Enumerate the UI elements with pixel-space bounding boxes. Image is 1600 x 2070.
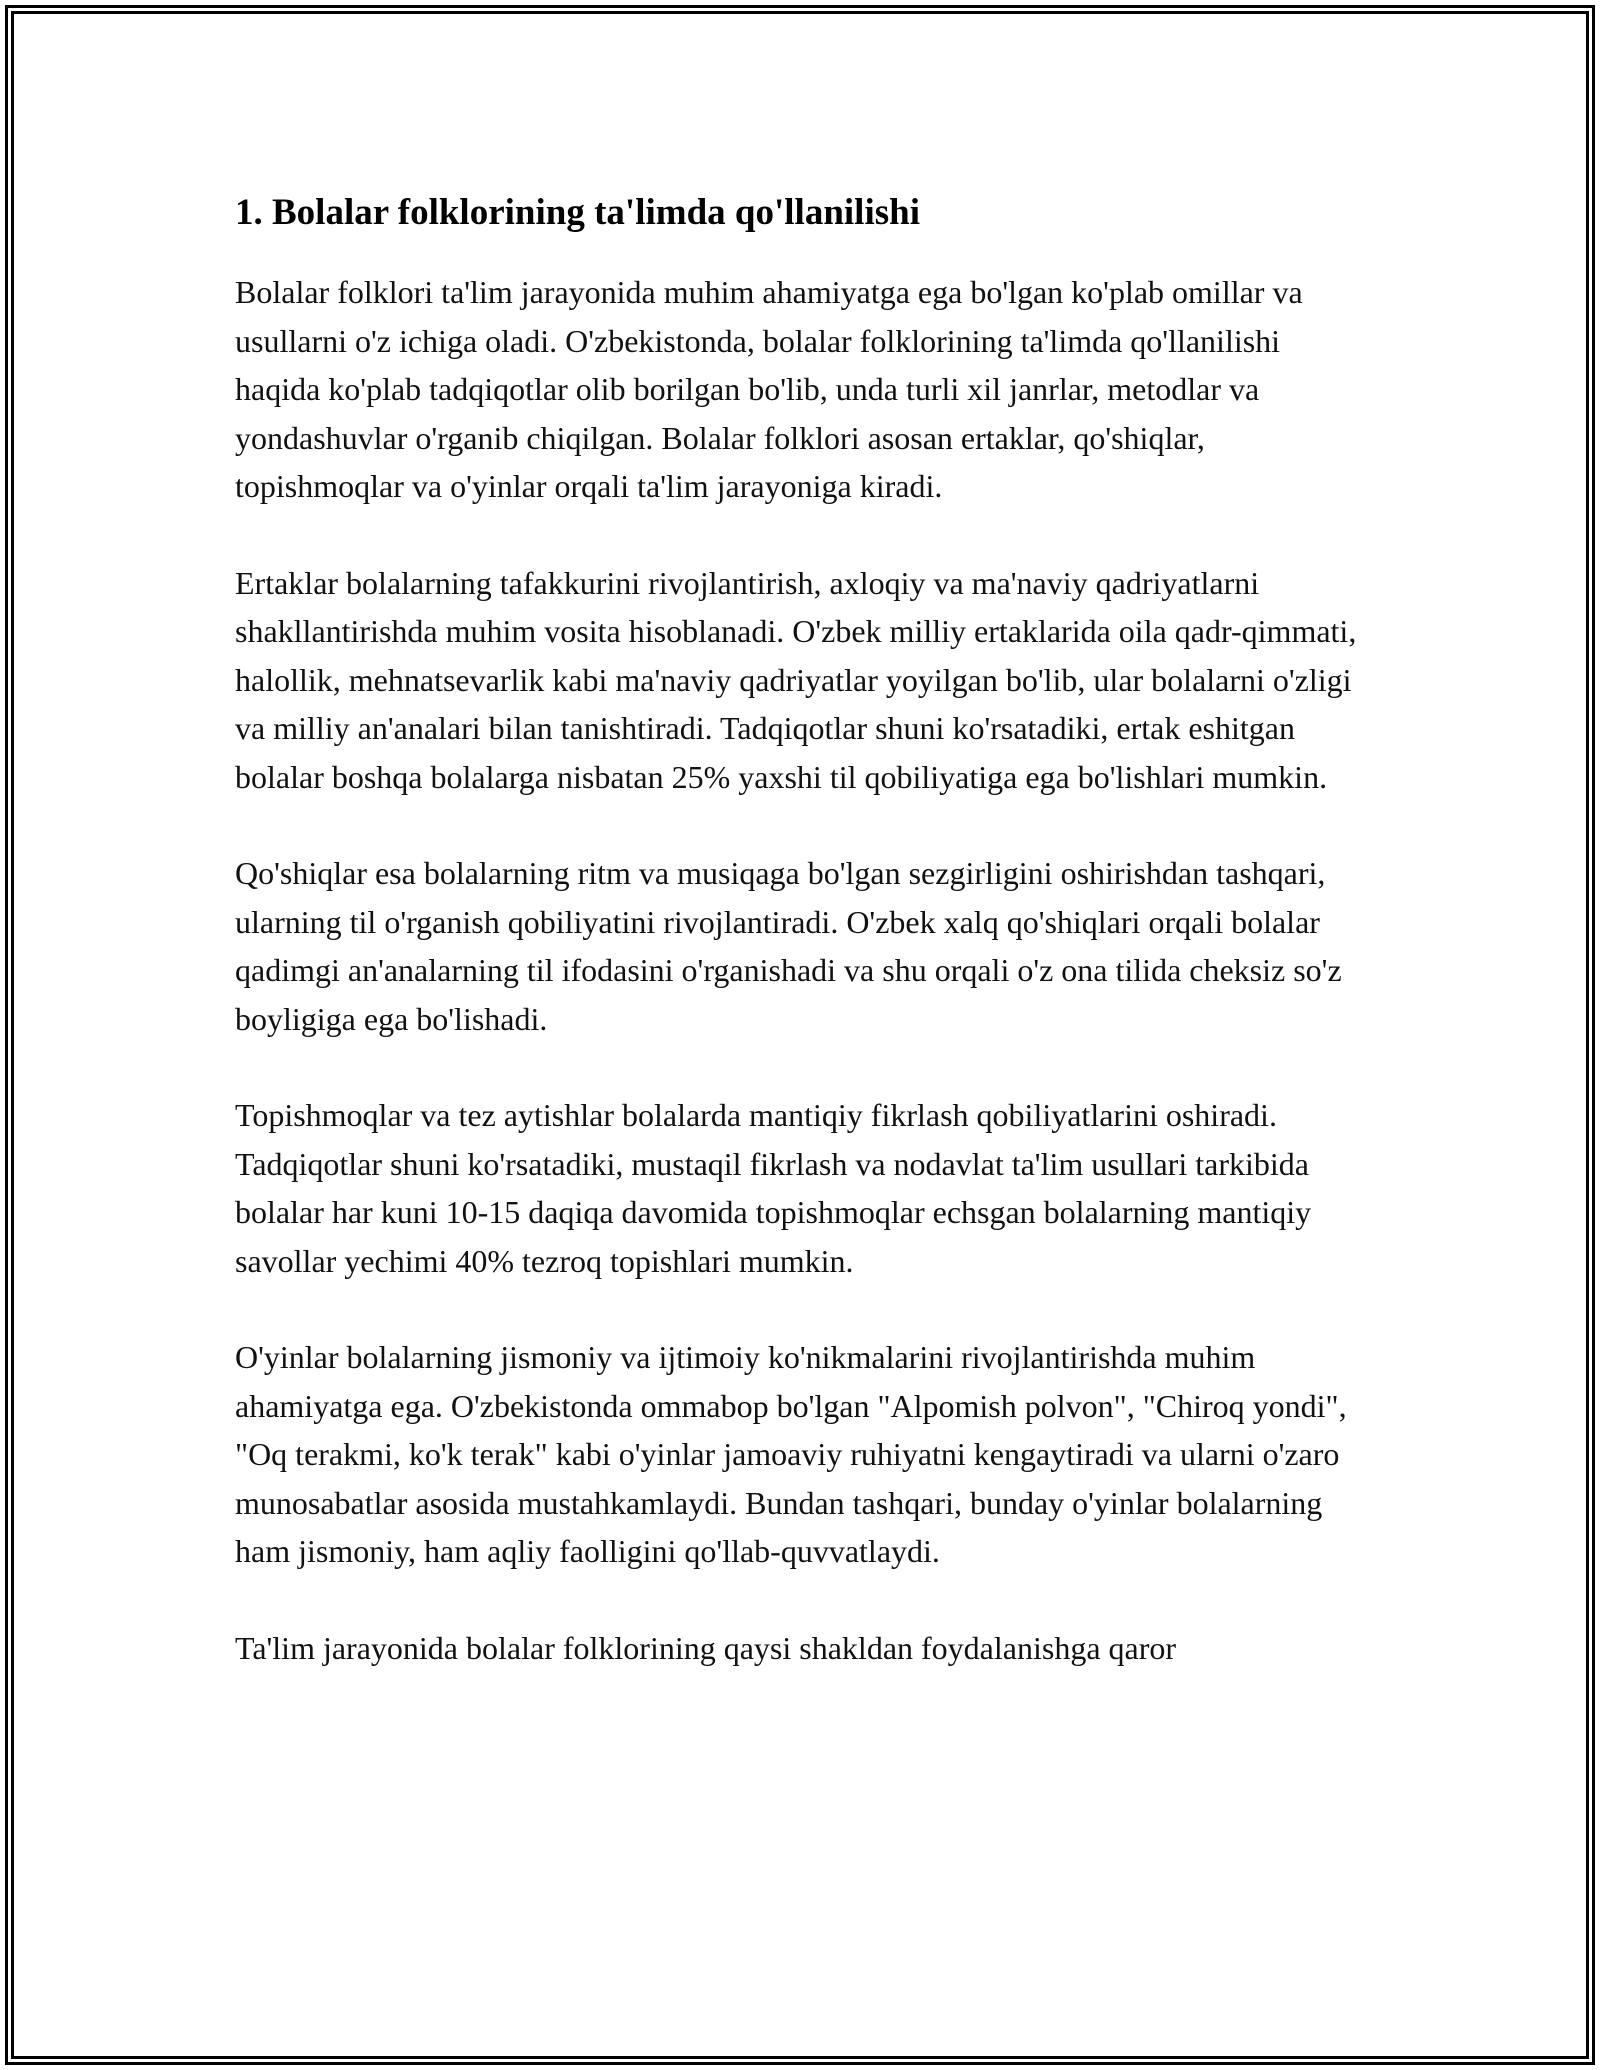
paragraph-oyinlar: O'yinlar bolalarning jismoniy va ijtimoiy ko'nikmalarini rivojlantirishda muhim ahamiyatga ega. O'zbekistonda ommabop bo'lgan "Alpomish polvon", "Chiroq yondi", "Oq terakmi, ko'k terak" kabi o'yinlar jamoaviy ruhiyatni kengaytiradi va ularni o'zaro munosabatlar asosida mustahkamlaydi. Bundan tashqari, bunday o'yinlar bolalarning ham jismoniy, ham aqliy faolligini qo'llab-quvvatlaydi. bbox=[235, 1339, 1347, 1569]
paragraph-topishmoqlar: Topishmoqlar va tez aytishlar bolalarda mantiqiy fikrlash qobiliyatlarini oshiradi. Tadqiqotlar shuni ko'rsatadiki, mustaqil fikrlash va nodavlat ta'lim usullari tarkibida bolalar har kuni 10-15 daqiqa davomida topishmoqlar echsgan bolalarning mantiqiy savollar yechimi 40% tezroq topishlari mumkin. bbox=[235, 1097, 1312, 1279]
document-body bbox=[235, 188, 1365, 1720]
section-heading: 1. Bolalar folklorining ta'limda qo'llanilishi bbox=[235, 192, 920, 233]
paragraph-ertaklar: Ertaklar bolalarning tafakkurini rivojlantirish, axloqiy va ma'naviy qadriyatlarni shakllantirishda muhim vosita hisoblanadi. O'zbek milliy ertaklarida oila qadr-qimmati, halollik, mehnatsevarlik kabi ma'naviy qadriyatlar yoyilgan bo'lib, ular bolalarni o'zligi va milliy an'analari bilan tanishtiradi. Tadqiqotlar shuni ko'rsatadiki, ertak eshitgan bolalar boshqa bolalarga nisbatan 25% yaxshi til qobiliyatiga ega bo'lishlari mumkin. bbox=[235, 564, 1357, 795]
paragraph-intro: Bolalar folklori ta'lim jarayonida muhim ahamiyatga ega bo'lgan ko'plab omillar va usullarni o'z ichiga oladi. O'zbekistonda, bolalar folklorining ta'limda qo'llanilishi haqida ko'plab tadqiqotlar olib borilgan bo'lib, unda turli xil janrlar, metodlar va yondashuvlar o'rganib chiqilgan. Bolalar folklori asosan ertaklar, qo'shiqlar, topishmoqlar va o'yinlar orqali ta'lim jarayoniga kiradi. bbox=[235, 274, 1303, 504]
paragraph-qoshiqlar: Qo'shiqlar esa bolalarning ritm va musiqaga bo'lgan sezgirligini oshirishdan tashqari, ularning til o'rganish qobiliyatini rivojlantiradi. O'zbek xalq qo'shiqlari orqali bolalar qadimgi an'analarning til ifodasini o'rganishadi va shu orqali o'z ona tilida cheksiz so'z boyligiga ega bo'lishadi. bbox=[235, 855, 1342, 1037]
paragraph-conclusion: Ta'lim jarayonida bolalar folklorining qaysi shakldan foydalanishga qaror bbox=[235, 1629, 1177, 1666]
